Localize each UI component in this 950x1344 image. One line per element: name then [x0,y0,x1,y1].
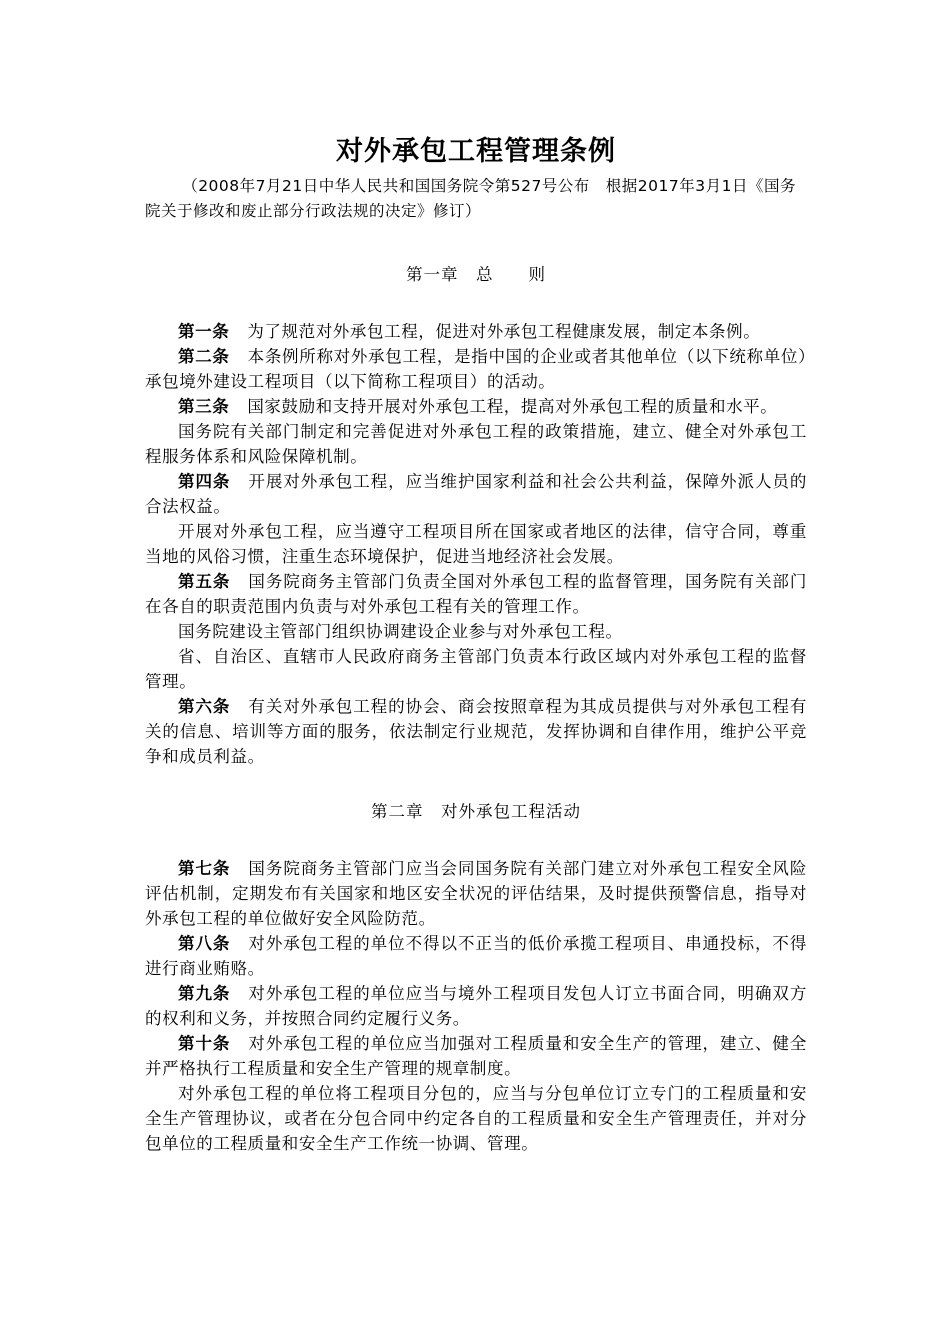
article-paragraph [145,394,807,419]
chapter-heading: 第二章 对外承包工程活动 [371,802,581,821]
document-subtitle: （2008年7月21日中华人民共和国国务院令第527号公布 根据2017年3月1日《国务院关于修改和废止部分行政法规的决定》修订） [145,177,796,220]
article-number: 第九条 [178,984,231,1003]
article-number: 第七条 [178,859,231,878]
article-paragraph [145,694,807,769]
article-paragraph [145,319,807,344]
chapter-heading: 第一章 总 则 [406,265,546,284]
article-number: 第六条 [178,697,231,716]
article-text: 开展对外承包工程，应当维护国家利益和社会公共利益，保障外派人员的合法权益。 [145,472,807,516]
article-paragraph [145,569,807,619]
article-number: 第四条 [178,472,231,491]
article-text: 省、自治区、直辖市人民政府商务主管部门负责本行政区域内对外承包工程的监督管理。 [145,647,807,691]
article-paragraph [145,519,807,569]
article-text: 国务院商务主管部门应当会同国务院有关部门建立对外承包工程安全风险评估机制，定期发布有关国家和地区安全状况的评估结果，及时提供预警信息，指导对外承包工程的单位做好安全风险防范。 [145,859,807,928]
article-number: 第三条 [178,397,230,416]
article-paragraph [145,931,807,981]
article-text: 有关对外承包工程的协会、商会按照章程为其成员提供与对外承包工程有关的信息、培训等方面的服务，依法制定行业规范，发挥协调和自律作用，维护公平竞争和成员利益。 [145,697,807,766]
article-text: 为了规范对外承包工程，促进对外承包工程健康发展，制定本条例。 [247,322,761,341]
chapters-container [145,262,807,1156]
article-paragraph [145,619,807,644]
article-text: 对外承包工程的单位不得以不正当的低价承揽工程项目、串通投标，不得进行商业贿赂。 [145,934,807,978]
article-number: 第一条 [178,322,230,341]
article-text: 国务院建设主管部门组织协调建设企业参与对外承包工程。 [178,622,623,641]
article-number: 第八条 [178,934,231,953]
article-text: 对外承包工程的单位应当加强对工程质量和安全生产的管理，建立、健全并严格执行工程质量和安全生产管理的规章制度。 [145,1034,807,1078]
article-paragraph [145,344,807,394]
article-paragraph [145,856,807,931]
article-number: 第十条 [178,1034,231,1053]
document-title: 对外承包工程管理条例 [336,136,616,167]
article-paragraph [145,644,807,694]
article-paragraph [145,469,807,519]
document-page [145,130,807,1156]
article-number: 第五条 [178,572,231,591]
article-text: 国务院有关部门制定和完善促进对外承包工程的政策措施，建立、健全对外承包工程服务体系和风险保障机制。 [145,422,807,466]
article-text: 国家鼓励和支持开展对外承包工程，提高对外承包工程的质量和水平。 [247,397,778,416]
article-text: 开展对外承包工程，应当遵守工程项目所在国家或者地区的法律，信守合同，尊重当地的风俗习惯，注重生态环境保护，促进当地经济社会发展。 [145,522,807,566]
article-paragraph [145,981,807,1031]
article-paragraph [145,1081,807,1156]
article-text: 对外承包工程的单位应当与境外工程项目发包人订立书面合同，明确双方的权利和义务，并按照合同约定履行义务。 [145,984,807,1028]
article-number: 第二条 [178,347,230,366]
article-text: 对外承包工程的单位将工程项目分包的，应当与分包单位订立专门的工程质量和安全生产管理协议，或者在分包合同中约定各自的工程质量和安全生产管理责任，并对分包单位的工程质量和安全生产工作统一协调、管理。 [145,1084,807,1153]
article-text: 国务院商务主管部门负责全国对外承包工程的监督管理，国务院有关部门在各自的职责范围内负责与对外承包工程有关的管理工作。 [145,572,807,616]
article-paragraph [145,419,807,469]
article-paragraph [145,1031,807,1081]
article-text: 本条例所称对外承包工程，是指中国的企业或者其他单位（以下统称单位）承包境外建设工程项目（以下简称工程项目）的活动。 [145,347,807,391]
